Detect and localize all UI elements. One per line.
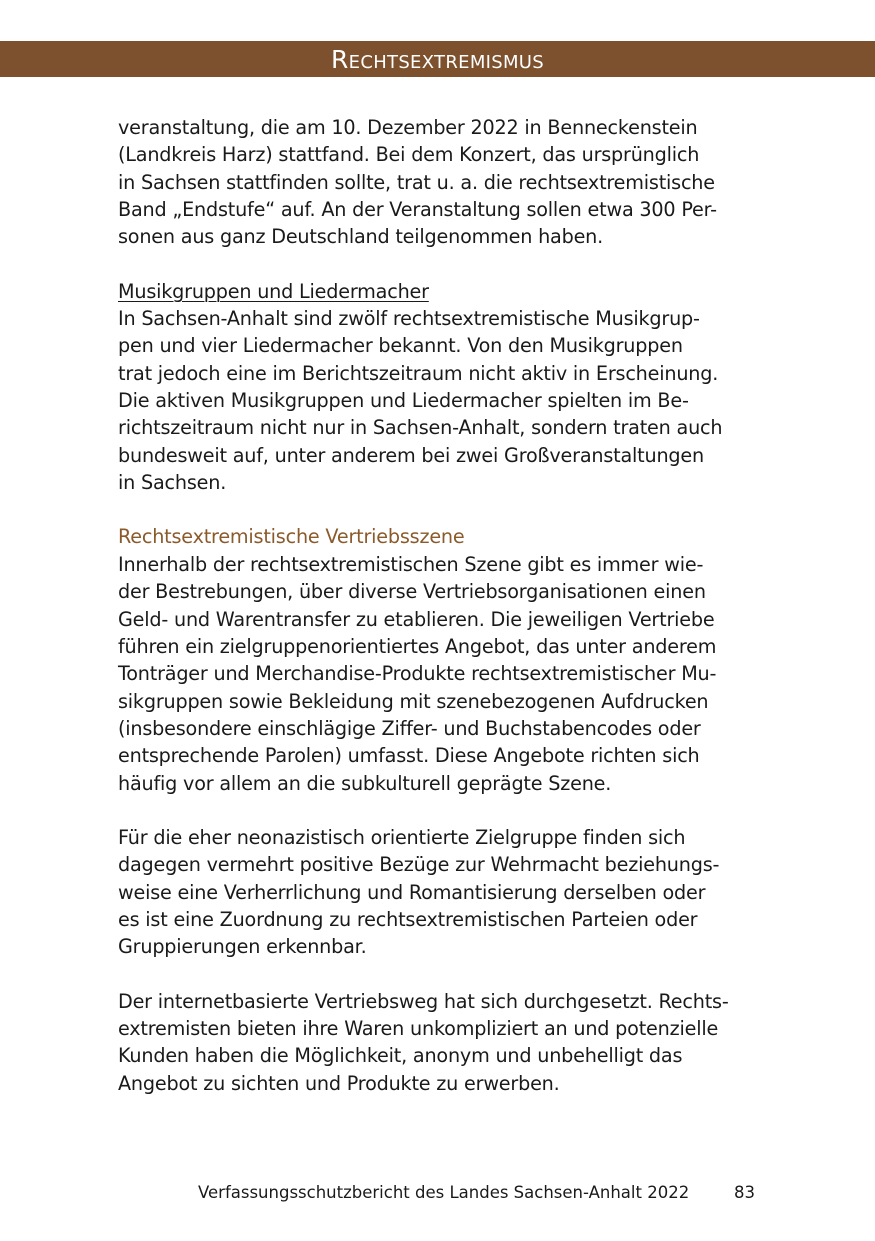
footer-publication-title: Verfassungsschutzbericht des Landes Sachsen-Anhalt 2022 [198, 1183, 690, 1202]
paragraph: In Sachsen-Anhalt sind zwölf rechtsextremistische Musikgrup- pen und vier Liedermacher bekannt. Von den Musikgruppen trat jedoch eine im Berichtszeitraum nicht aktiv in Erscheinung. Die aktiven Musikgruppen und Liedermacher spielten im Be- richtszeitraum nicht nur in Sachsen-Anhalt, sondern traten auch bundesweit auf, unter anderem bei zwei Großveranstaltungen in Sachsen. [118, 307, 723, 495]
paragraph: veranstaltung, die am 10. Dezember 2022 in Benneckenstein (Landkreis Harz) stattfand. Bei dem Konzert, das ursprünglich in Sachsen stattfinden sollte, trat u. a. die rechtsextremistische Band „Endstufe“ auf. An der Veranstaltung sollen etwa 300 Per- sonen aus ganz Deutschland teilgenommen haben. [118, 116, 717, 249]
paragraph: Der internetbasierte Vertriebsweg hat sich durchgesetzt. Rechts- extremisten bieten ihre Waren unkompliziert an und potenzielle Kunden haben die Möglichkeit, anonym und unbehelligt das Angebot zu sichten und Produkte zu erwerben. [118, 989, 729, 1095]
paragraph: Für die eher neonazistisch orientierte Zielgruppe finden sich dagegen vermehrt positive Bezüge zur Wehrmacht beziehungs- weise eine Verherrlichung und Romantisierung derselben oder es ist eine Zuordnung zu rechtsextremistischen Parteien oder Gruppierungen erkennbar. [118, 825, 720, 959]
page-section-title: Rechtsextremismus [330, 45, 545, 74]
page-number: 83 [734, 1183, 755, 1202]
page-footer [0, 1181, 875, 1205]
paragraph: Innerhalb der rechtsextremistischen Szene gibt es immer wie- der Bestrebungen, über diverse Vertriebsorganisationen einen Geld- und Warentransfer zu etablieren. Die jeweiligen Vertriebe führen ein zielgruppenorientiertes Angebot, das unter anderem Tonträger und Merchandise-Produkte rechtsextremistischer Mu- sikgruppen sowie Bekleidung mit szenebezogenen Aufdrucken (insbesondere einschlägige Ziffer- und Buchstabencodes oder entsprechende Parolen) umfasst. Diese Angebote richten sich häufig vor allem an die subkulturell geprägte Szene. [118, 552, 717, 795]
document-body [118, 114, 758, 1097]
subheading-musikgruppen [118, 278, 758, 305]
subheading-vertriebsszene: Rechtsextremistische Vertriebsszene [118, 525, 465, 549]
subheading-text: Musikgruppen und Liedermacher [118, 279, 429, 303]
